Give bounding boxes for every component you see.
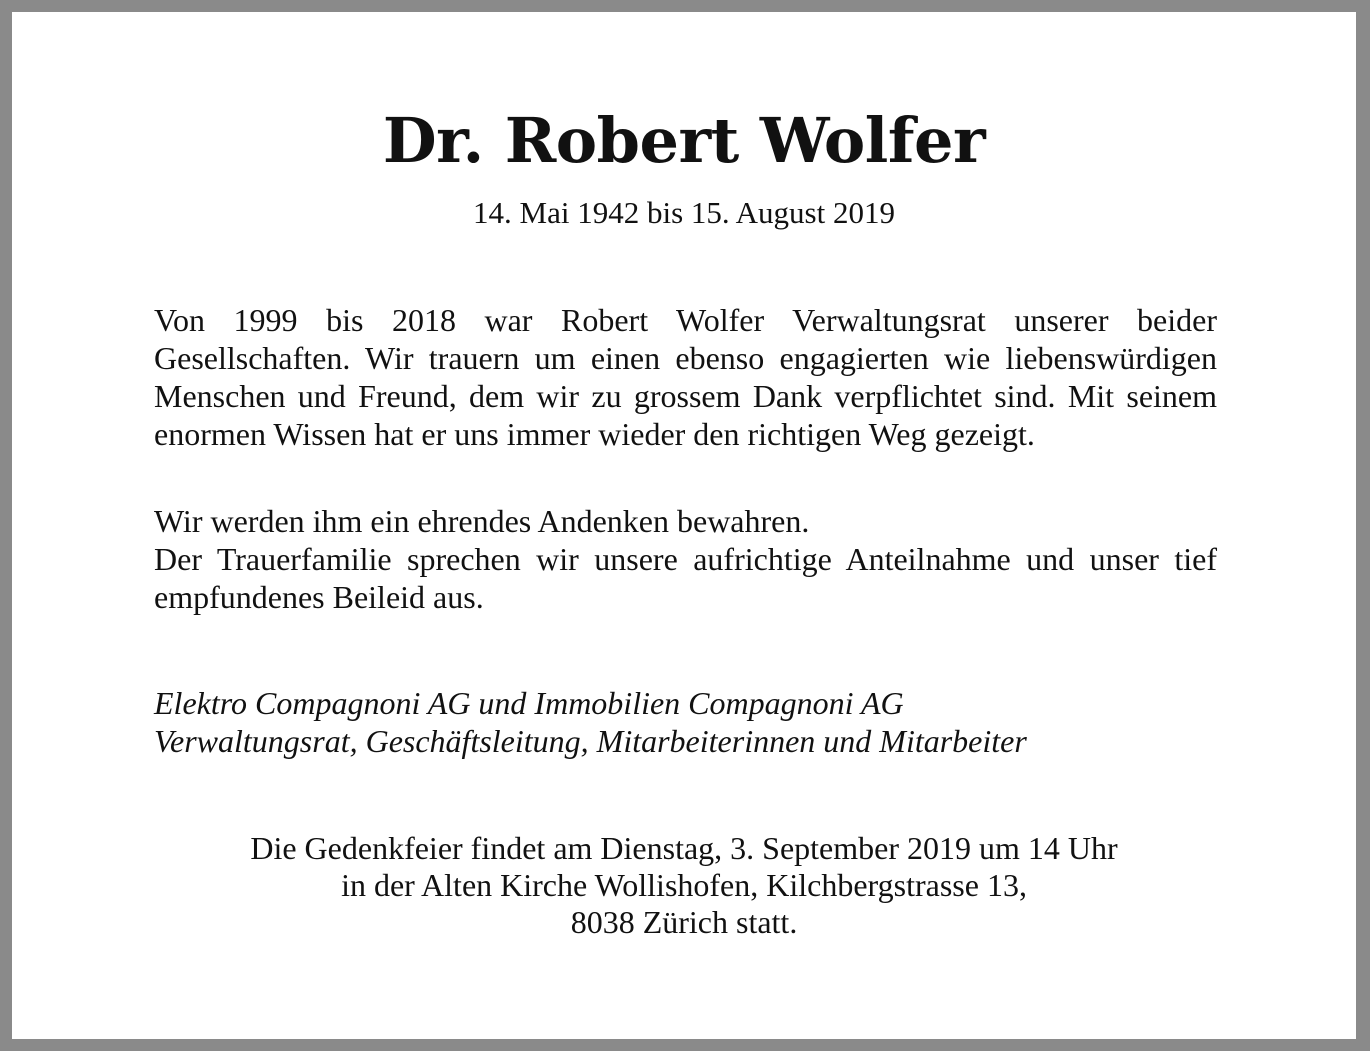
tribute-paragraph: Von 1999 bis 2018 war Robert Wolfer Verwaltungsrat unserer beider Gesellschaften. Wir trauern um einen ebenso engagierten wie liebenswürdigen Menschen und Freund, dem wir zu grossem Dank verpflichtet sind. Mit seinem enormen Wissen hat er uns immer wieder den richtigen Weg gezeigt.	[154, 302, 1217, 452]
memorial-service-info	[12, 830, 1356, 941]
ceremony-city-line: 8038 Zürich statt.	[570, 904, 798, 940]
condolence-paragraph	[154, 502, 1217, 616]
signature-staff: Verwaltungsrat, Geschäftsleitung, Mitarbeiterinnen und Mitarbeiter	[154, 723, 1027, 759]
notice-title: Dr. Robert Wolfer	[382, 104, 986, 177]
signature-companies: Elektro Compagnoni AG und Immobilien Compagnoni AG	[154, 685, 904, 721]
ceremony-location-line: in der Alten Kirche Wollishofen, Kilchbergstrasse 13,	[341, 867, 1027, 903]
life-dates: 14. Mai 1942 bis 15. August 2019	[473, 195, 895, 230]
obituary-notice	[12, 12, 1356, 1039]
ceremony-date-line: Die Gedenkfeier findet am Dienstag, 3. September 2019 um 14 Uhr	[250, 830, 1118, 866]
signature-block	[154, 684, 1254, 760]
condolence-line-remembrance: Wir werden ihm ein ehrendes Andenken bewahren.	[154, 503, 810, 539]
condolence-line-sympathy: Der Trauerfamilie sprechen wir unsere aufrichtige Anteilnahme und unser tief empfundenes Beileid aus.	[154, 541, 1217, 615]
